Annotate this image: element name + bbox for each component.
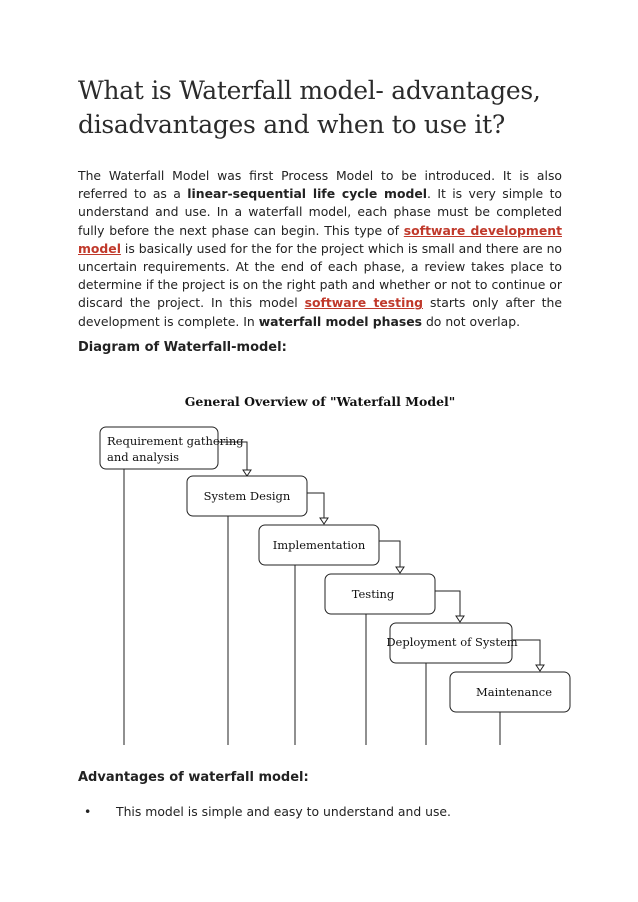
advantages-list bbox=[80, 803, 560, 821]
phase-label-maintenance: Maintenance bbox=[475, 685, 553, 699]
page-title: What is Waterfall model- advantages, disadvantages and when to use it? bbox=[78, 76, 541, 139]
connector-4 bbox=[435, 591, 460, 619]
phase-label-requirements-1: Requirement gathering bbox=[107, 434, 244, 448]
arrow-2 bbox=[320, 518, 328, 524]
phase-label-testing: Testing bbox=[351, 587, 395, 601]
waterfall-diagram bbox=[90, 385, 580, 745]
intro-bold-phases: waterfall model phases bbox=[258, 313, 422, 329]
advantages-heading: Advantages of waterfall model: bbox=[78, 770, 309, 785]
intro-text-2: . It is very simple to understand and use. In a waterfall model, each phase must be completed fully before the next phase can begin. This type of bbox=[78, 186, 563, 238]
list-item bbox=[80, 803, 560, 821]
list-item-text: This model is simple and easy to understand and use. bbox=[116, 804, 451, 819]
intro-text-4: starts only after the development is complete. In bbox=[78, 295, 562, 329]
phase-label-system-design: System Design bbox=[203, 489, 291, 503]
intro-paragraph bbox=[78, 167, 562, 331]
arrow-5 bbox=[536, 665, 544, 671]
bullet-marker: • bbox=[84, 804, 92, 819]
software-testing-link[interactable]: software testing bbox=[304, 295, 424, 311]
diagram-title: General Overview of "Waterfall Model" bbox=[184, 394, 456, 409]
phase-label-deployment: Deployment of System bbox=[386, 635, 518, 649]
intro-text-5: do not overlap. bbox=[422, 313, 521, 329]
intro-text-1: The Waterfall Model was first Process Model to be introduced. It is also referred to as a bbox=[78, 168, 562, 202]
arrow-3 bbox=[396, 567, 404, 573]
arrow-1 bbox=[243, 470, 251, 476]
arrow-4 bbox=[456, 616, 464, 622]
intro-text-3: is basically used for the for the project which is small and there are no uncertain requirements. At the end of each phase, a review takes place to determine if the project is on the right path and whether or not to continue or discard the project. In this model bbox=[78, 240, 563, 311]
intro-bold-lifecycle: linear-sequential life cycle model bbox=[187, 186, 427, 202]
phase-label-requirements-2: and analysis bbox=[107, 450, 180, 464]
diagram-heading: Diagram of Waterfall-model: bbox=[78, 340, 287, 355]
software-development-model-link[interactable]: software development model bbox=[78, 222, 562, 256]
phase-label-implementation: Implementation bbox=[272, 538, 366, 552]
feedback-lines bbox=[124, 469, 500, 745]
